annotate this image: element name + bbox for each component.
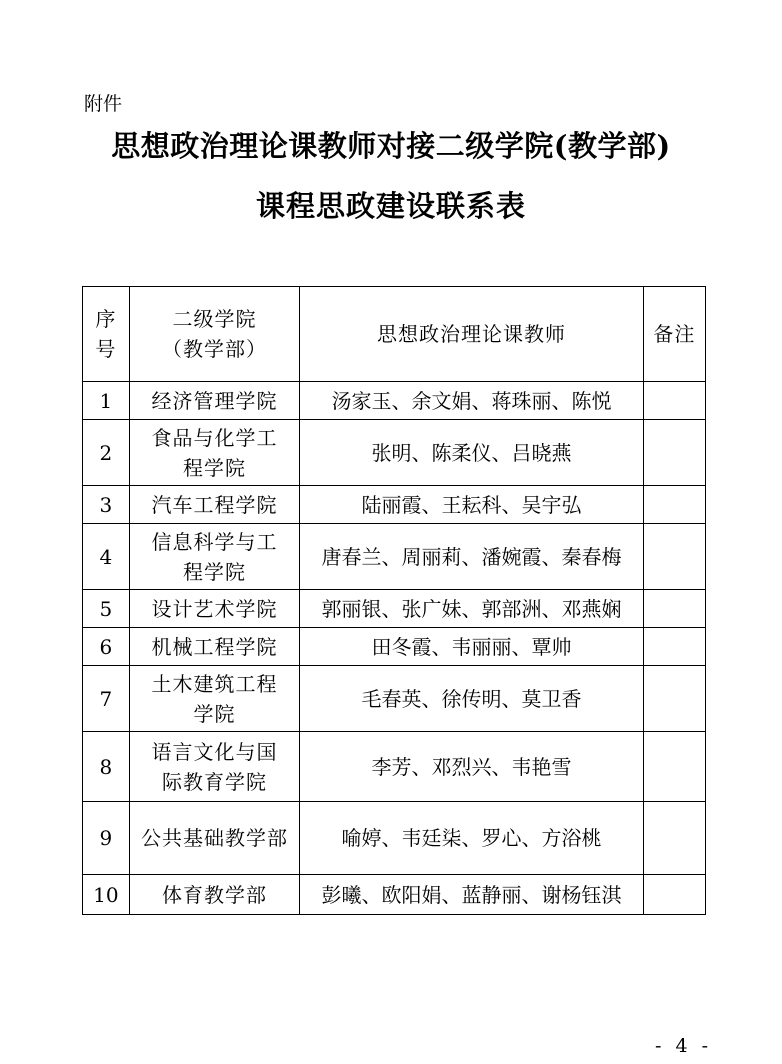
header-no xyxy=(83,287,130,382)
row-number: 4 xyxy=(83,524,130,590)
row-college xyxy=(129,486,300,524)
table-row xyxy=(83,524,706,590)
row-college xyxy=(129,524,300,590)
college-line1: 体育教学部 xyxy=(162,882,267,907)
table-row xyxy=(83,628,706,666)
row-college xyxy=(129,802,300,875)
row-remarks xyxy=(643,420,705,486)
row-teachers: 田冬霞、韦丽丽、覃帅 xyxy=(300,628,643,666)
college-line1: 食品与化学工 xyxy=(151,425,278,450)
row-remarks xyxy=(643,628,705,666)
row-remarks xyxy=(643,486,705,524)
header-college xyxy=(129,287,300,382)
row-teachers: 毛春英、徐传明、莫卫香 xyxy=(300,666,643,732)
header-no-line2: 号 xyxy=(95,337,117,361)
college-line2: 学院 xyxy=(193,701,236,726)
row-teachers: 唐春兰、周丽莉、潘婉霞、秦春梅 xyxy=(300,524,643,590)
table-row xyxy=(83,732,706,802)
row-number: 9 xyxy=(83,802,130,875)
college-line1: 信息科学与工 xyxy=(151,529,278,554)
header-college-line2: （教学部） xyxy=(162,337,267,361)
college-line1: 机械工程学院 xyxy=(151,634,278,659)
row-number: 6 xyxy=(83,628,130,666)
table-header-row xyxy=(83,287,706,382)
row-teachers: 张明、陈柔仪、吕晓燕 xyxy=(300,420,643,486)
row-number: 10 xyxy=(83,875,130,915)
college-line2: 际教育学院 xyxy=(162,769,267,794)
row-college xyxy=(129,628,300,666)
row-number: 3 xyxy=(83,486,130,524)
contact-table xyxy=(82,286,706,915)
row-college xyxy=(129,382,300,420)
attachment-label: 附件 xyxy=(84,93,123,115)
row-teachers: 汤家玉、余文娟、蒋珠丽、陈悦 xyxy=(300,382,643,420)
document-title: 思想政治理论课教师对接二级学院(教学部) xyxy=(111,129,671,163)
college-line1: 公共基础教学部 xyxy=(141,826,288,850)
row-college xyxy=(129,666,300,732)
row-remarks xyxy=(643,802,705,875)
row-remarks xyxy=(643,666,705,732)
row-teachers: 郭丽银、张广妹、郭部洲、邓燕娴 xyxy=(300,590,643,628)
college-line2: 程学院 xyxy=(183,455,246,480)
row-remarks xyxy=(643,382,705,420)
row-number: 5 xyxy=(83,590,130,628)
row-remarks xyxy=(643,875,705,915)
row-college xyxy=(129,875,300,915)
document-subtitle: 课程思政建设联系表 xyxy=(255,189,526,223)
row-teachers: 喻婷、韦廷柒、罗心、方浴桃 xyxy=(300,802,643,875)
row-college xyxy=(129,732,300,802)
college-line1: 汽车工程学院 xyxy=(151,492,278,517)
college-line1: 语言文化与国 xyxy=(151,739,278,764)
row-number: 7 xyxy=(83,666,130,732)
row-college xyxy=(129,420,300,486)
table-row xyxy=(83,420,706,486)
row-remarks xyxy=(643,732,705,802)
row-teachers: 陆丽霞、王耘科、吴宇弘 xyxy=(300,486,643,524)
college-line2: 程学院 xyxy=(183,559,246,584)
table-row xyxy=(83,486,706,524)
row-number: 1 xyxy=(83,382,130,420)
row-teachers: 李芳、邓烈兴、韦艳雪 xyxy=(300,732,643,802)
row-remarks xyxy=(643,524,705,590)
table-row xyxy=(83,802,706,875)
college-line1: 土木建筑工程 xyxy=(151,671,278,696)
header-no-line1: 序 xyxy=(95,307,117,331)
row-teachers: 彭曦、欧阳娟、蓝静丽、谢杨钰淇 xyxy=(300,875,643,915)
row-number: 8 xyxy=(83,732,130,802)
table-row xyxy=(83,875,706,915)
college-line1: 设计艺术学院 xyxy=(151,596,278,621)
header-remarks: 备注 xyxy=(643,287,705,382)
row-number: 2 xyxy=(83,420,130,486)
row-college xyxy=(129,590,300,628)
college-line1: 经济管理学院 xyxy=(151,388,278,413)
table-row xyxy=(83,666,706,732)
page-number: - 4 - xyxy=(655,1035,713,1057)
table-row xyxy=(83,382,706,420)
header-teachers: 思想政治理论课教师 xyxy=(300,287,643,382)
row-remarks xyxy=(643,590,705,628)
header-college-line1: 二级学院 xyxy=(172,307,257,331)
table-row xyxy=(83,590,706,628)
